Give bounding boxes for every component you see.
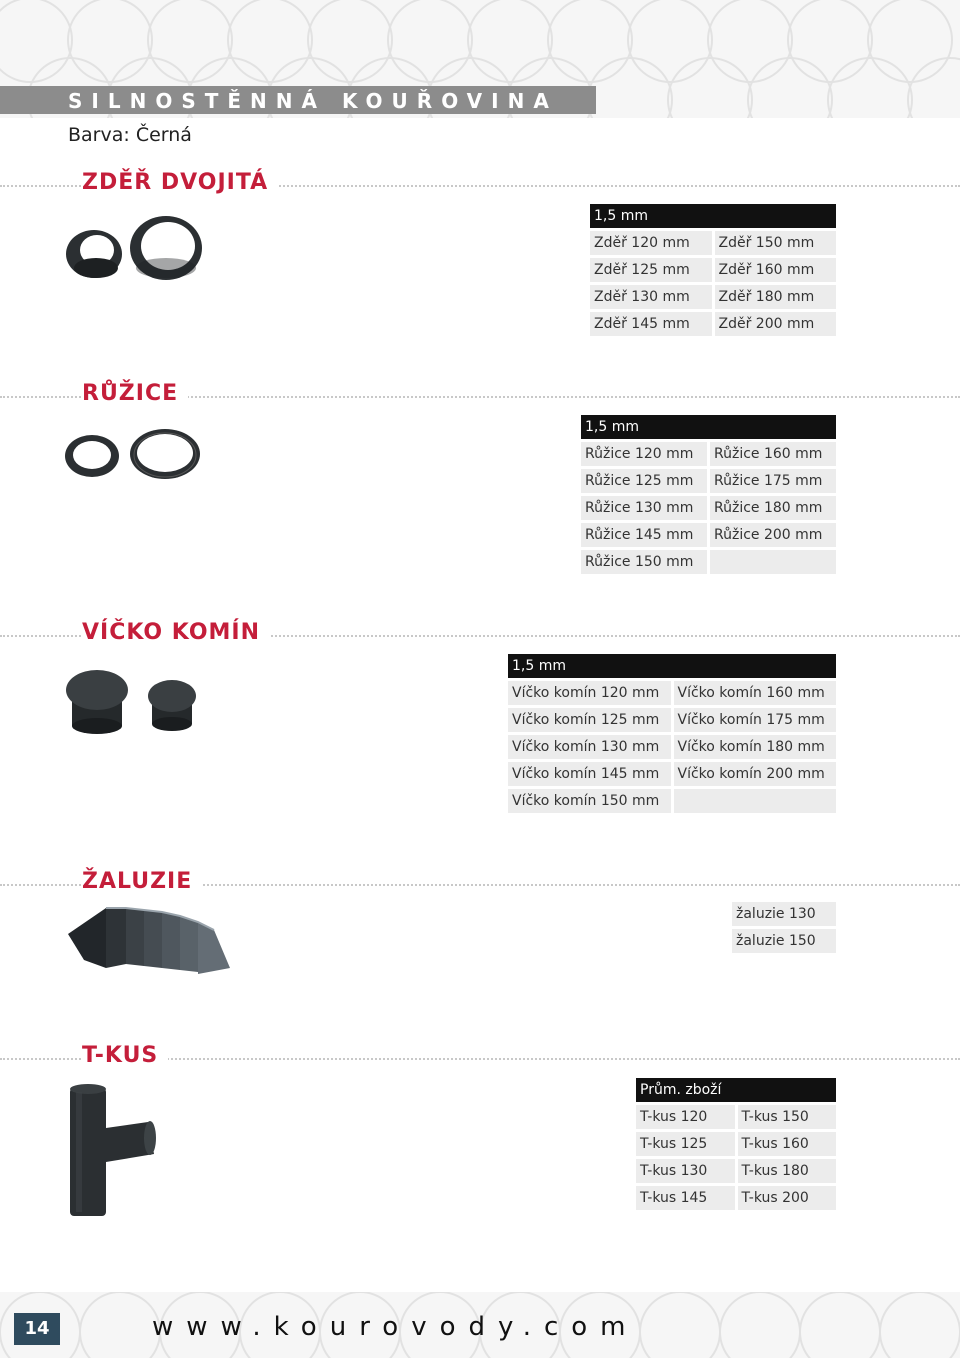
table-row [636, 1132, 836, 1156]
table-cell: Víčko komín 160 mm [674, 681, 837, 705]
table-header: 1,5 mm [590, 204, 836, 228]
table-cell: Zděř 160 mm [715, 258, 837, 282]
table-cell: Zděř 180 mm [715, 285, 837, 309]
table-cell: Růžice 160 mm [710, 442, 836, 466]
table-cell: Zděř 145 mm [590, 312, 712, 336]
table-cell: T-kus 150 [738, 1105, 837, 1129]
section-title-vicko: VÍČKO KOMÍN [82, 620, 270, 645]
table-row [508, 762, 836, 786]
table-cell: Zděř 150 mm [715, 231, 837, 255]
table-cell: Zděř 125 mm [590, 258, 712, 282]
table-cell: Víčko komín 200 mm [674, 762, 837, 786]
table-cell: Víčko komín 145 mm [508, 762, 671, 786]
section-title-zaluzie: ŽALUZIE [82, 869, 202, 894]
ruzice-product-image [62, 428, 212, 488]
table-row [590, 231, 836, 255]
table-row [590, 285, 836, 309]
table-cell: Zděř 130 mm [590, 285, 712, 309]
table-row [590, 312, 836, 336]
section-title-ruzice: RŮŽICE [82, 381, 188, 406]
table-cell: žaluzie 150 [732, 929, 836, 953]
table-row [581, 442, 836, 466]
table-cell: Víčko komín 130 mm [508, 735, 671, 759]
tkus-product-image [64, 1080, 164, 1222]
table-cell: žaluzie 130 [732, 902, 836, 926]
table-cell: Zděř 120 mm [590, 231, 712, 255]
table-cell: Růžice 180 mm [710, 496, 836, 520]
table-cell [674, 789, 837, 813]
table-row [636, 1186, 836, 1210]
table-row [581, 469, 836, 493]
zaluzie-size-table [729, 899, 839, 956]
table-row [581, 550, 836, 574]
table-row [581, 496, 836, 520]
table-cell: Víčko komín 125 mm [508, 708, 671, 732]
table-cell: Růžice 200 mm [710, 523, 836, 547]
table-cell: T-kus 180 [738, 1159, 837, 1183]
table-cell: Růžice 145 mm [581, 523, 707, 547]
table-row [508, 708, 836, 732]
table-cell: Růžice 125 mm [581, 469, 707, 493]
table-cell: Zděř 200 mm [715, 312, 837, 336]
table-cell: T-kus 125 [636, 1132, 735, 1156]
table-cell: Růžice 120 mm [581, 442, 707, 466]
color-label: Barva: Černá [68, 124, 192, 146]
table-cell: Růžice 130 mm [581, 496, 707, 520]
ruzice-size-table [578, 412, 839, 577]
tkus-size-table [633, 1075, 839, 1213]
table-cell: Víčko komín 180 mm [674, 735, 837, 759]
table-header: 1,5 mm [508, 654, 836, 678]
table-row [732, 929, 836, 953]
table-cell: T-kus 145 [636, 1186, 735, 1210]
zder-product-image [62, 210, 212, 290]
website-link[interactable]: www.kourovody.com [152, 1312, 639, 1342]
table-cell [710, 550, 836, 574]
table-row [636, 1105, 836, 1129]
table-cell: Víčko komín 175 mm [674, 708, 837, 732]
vicko-size-table [505, 651, 839, 816]
page-title: SILNOSTĚNNÁ KOUŘOVINA [68, 89, 558, 113]
table-row [732, 902, 836, 926]
table-cell: Víčko komín 120 mm [508, 681, 671, 705]
table-cell: Víčko komín 150 mm [508, 789, 671, 813]
zaluzie-product-image [66, 904, 236, 984]
table-cell: T-kus 120 [636, 1105, 735, 1129]
table-header: Prům. zboží [636, 1078, 836, 1102]
table-row [508, 735, 836, 759]
table-row [590, 258, 836, 282]
table-row [636, 1159, 836, 1183]
table-row [508, 681, 836, 705]
section-title-tkus: T-KUS [82, 1043, 168, 1068]
table-header: 1,5 mm [581, 415, 836, 439]
page-number: 14 [14, 1313, 60, 1345]
table-cell: Růžice 175 mm [710, 469, 836, 493]
table-cell: T-kus 160 [738, 1132, 837, 1156]
table-cell: T-kus 200 [738, 1186, 837, 1210]
zder-size-table [587, 201, 839, 339]
table-row [508, 789, 836, 813]
table-row [581, 523, 836, 547]
table-cell: Růžice 150 mm [581, 550, 707, 574]
section-title-zder: ZDĚŘ DVOJITÁ [82, 170, 278, 195]
table-cell: T-kus 130 [636, 1159, 735, 1183]
vicko-product-image [64, 668, 204, 738]
